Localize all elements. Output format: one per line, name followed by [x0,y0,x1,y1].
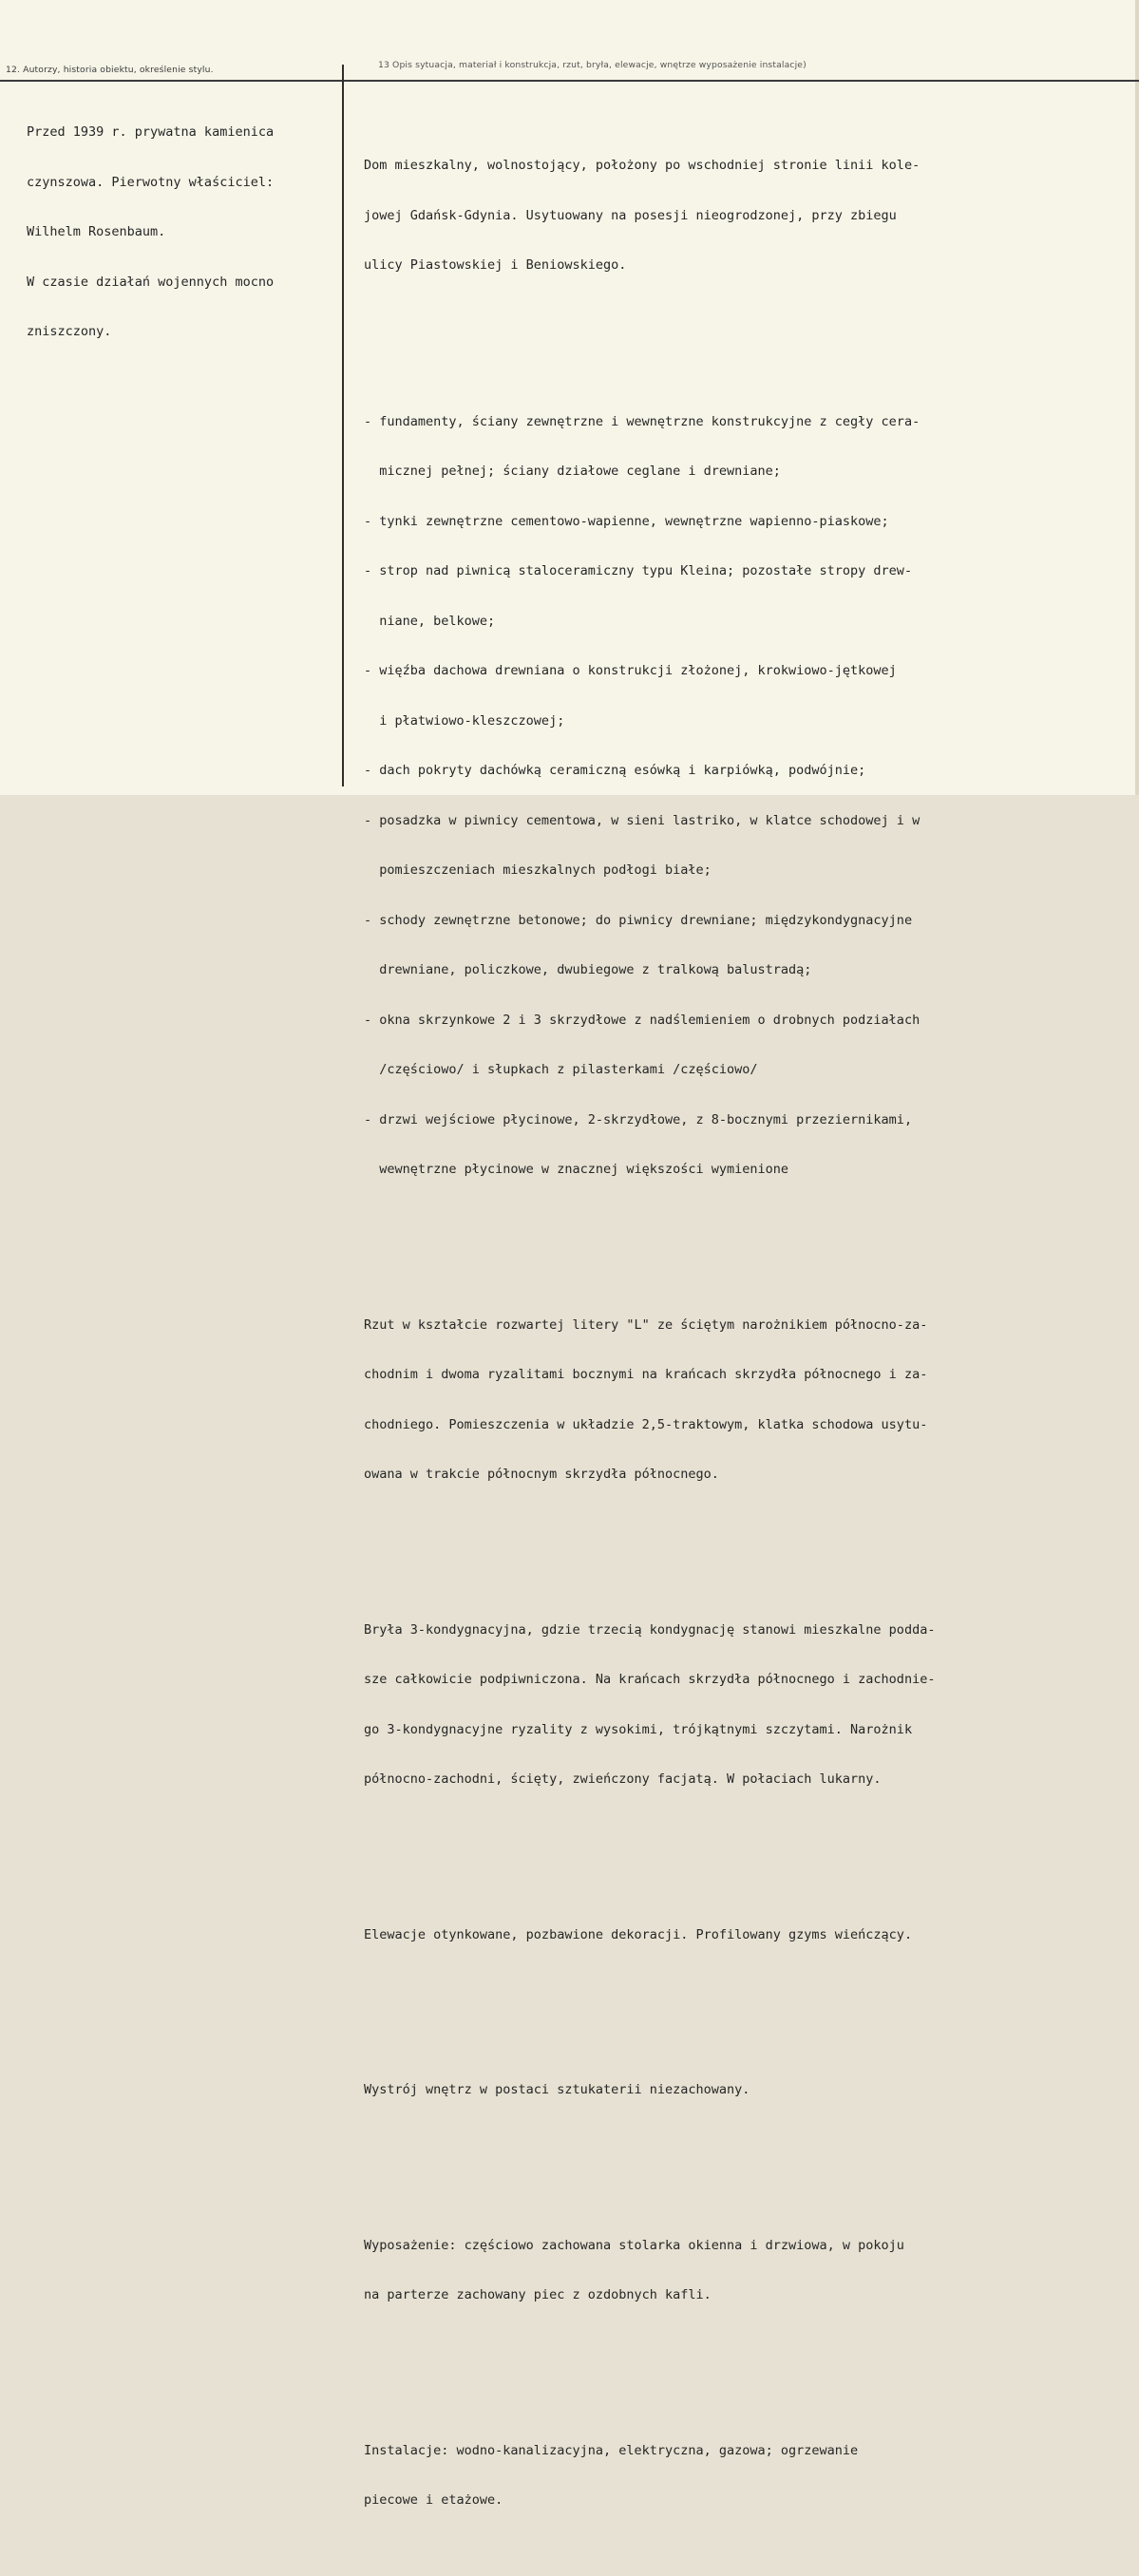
list-line: pomieszczeniach mieszkalnych podłogi białe; [364,862,712,878]
list-line: i płatwiowo-kleszczowej; [364,712,565,729]
column-divider [342,65,344,786]
text-line: zniszczony. [27,324,112,339]
text-line: Dom mieszkalny, wolnostojący, położony po wschodniej stronie linii kole- [364,158,921,173]
intro-paragraph [364,124,935,308]
text-line: W czasie działań wojennych mocno [27,274,275,290]
list-line: - więźba dachowa drewniana o konstrukcji złożonej, krokwiowo-jętkowej [364,663,897,678]
section-13-header: 13 Opis sytuacja, materiał i konstrukcja, rzut, bryła, elewacje, wnętrze wyposażenie instalacje) [378,60,807,70]
list-line: niane, belkowe; [364,613,496,629]
section-12-text [27,91,274,374]
list-line: micznej pełnej; ściany działowe ceglane i drewniane; [364,464,781,479]
text-line: ulicy Piastowskiej i Beniowskiego. [364,257,627,273]
list-line: - schody zewnętrzne betonowe; do piwnicy drewniane; międzykondygnacyjne [364,912,913,928]
text-line: Wyposażenie: częściowo zachowana stolarka okienna i drzwiowa, w pokoju [364,2237,904,2253]
list-line: drewniane, policzkowe, dwubiegowe z tralkową balustradą; [364,962,812,977]
section-13-text [364,91,935,2576]
text-line: owana w trakcie północnym skrzydła północnego. [364,1467,719,1482]
list-line: wewnętrzne płycinowe w znacznej większości wymienione [364,1162,789,1177]
list-line: - dach pokryty dachówką ceramiczną esówką i karpiówką, podwójnie; [364,763,866,778]
materials-list [364,381,935,1212]
list-line: - okna skrzynkowe 2 i 3 skrzydłowe z nadślemieniem o drobnych podziałach [364,1012,921,1028]
text-line: Instalacje: wodno-kanalizacyjna, elektryczna, gazowa; ogrzewanie [364,2442,859,2458]
list-line: - strop nad piwnicą staloceramiczny typu Kleina; pozostałe stropy drew- [364,563,913,578]
text-line: sze całkowicie podpiwniczona. Na krańcach skrzydła północnego i zachodnie- [364,1672,936,1687]
list-line: - posadzka w piwnicy cementowa, w sieni lastriko, w klatce schodowej i w [364,812,921,828]
text-line: na parterze zachowany piec z ozdobnych kafli. [364,2287,712,2302]
text-line: północno-zachodni, ścięty, zwieńczony facjatą. W połaciach lukarny. [364,1771,882,1787]
card-edge [1135,0,1139,795]
text-line: chodnim i dwoma ryzalitami bocznymi na krańcach skrzydła północnego i za- [364,1367,928,1382]
elevations-paragraph [364,1894,935,1978]
plan-paragraph [364,1284,935,1517]
text-line: Bryła 3-kondygnacyjna, gdzie trzecią kondygnację stanowi mieszkalne podda- [364,1621,936,1638]
text-line: Elewacje otynkowane, pozbawione dekoracji. Profilowany gzyms wieńczący. [364,1926,913,1942]
list-line: - fundamenty, ściany zewnętrzne i wewnętrzne konstrukcyjne z cegły cera- [364,413,921,429]
equipment-paragraph [364,2205,935,2338]
list-line: - drzwi wejściowe płycinowe, 2-skrzydłowe, z 8-bocznymi przeziernikami, [364,1111,913,1127]
interior-paragraph [364,2049,935,2132]
text-line: Wystrój wnętrz w postaci sztukaterii niezachowany. [364,2082,750,2097]
text-line: go 3-kondygnacyjne ryzality z wysokimi, trójkątnymi szczytami. Narożnik [364,1721,913,1737]
text-line: Przed 1939 r. prywatna kamienica [27,124,275,140]
text-line: chodniego. Pomieszczenia w układzie 2,5-traktowym, klatka schodowa usytu- [364,1416,928,1432]
text-line: czynszowa. Pierwotny właściciel: [27,174,275,190]
text-line: Wilhelm Rosenbaum. [27,224,166,239]
text-line: Rzut w kształcie rozwartej litery "L" ze ściętym narożnikiem północno-za- [364,1316,928,1333]
list-line: - tynki zewnętrzne cementowo-wapienne, wewnętrzne wapienno-piaskowe; [364,513,889,529]
text-line: jowej Gdańsk-Gdynia. Usytuowany na posesji nieogrodzonej, przy zbiegu [364,207,897,223]
list-line: /częściowo/ i słupkach z pilasterkami /częściowo/ [364,1062,758,1077]
massing-paragraph [364,1589,935,1822]
section-12-header: 12. Autorzy, historia obiektu, określenie stylu. [6,65,214,75]
text-line: piecowe i etażowe. [364,2492,503,2508]
installations-paragraph [364,2410,935,2543]
header-rule [0,80,1139,82]
